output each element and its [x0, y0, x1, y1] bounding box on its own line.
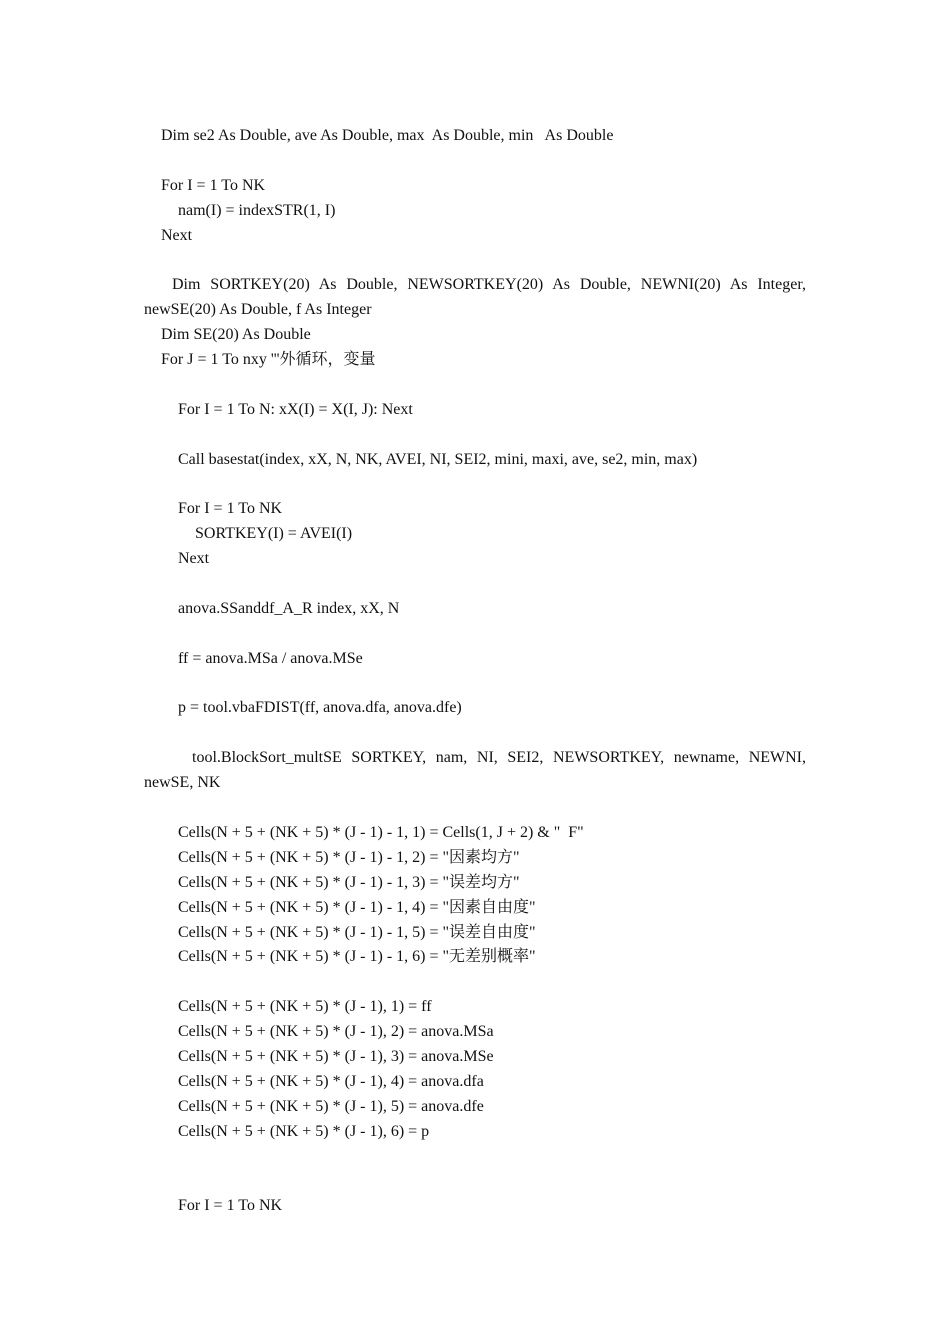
code-line: Dim SE(20) As Double [161, 326, 311, 344]
code-line: Cells(N + 5 + (NK + 5) * (J - 1), 6) = p [178, 1122, 430, 1140]
code-line: newSE, NK [144, 774, 221, 792]
code-line: Dim se2 As Double, ave As Double, max As Double, min As Double [161, 127, 614, 144]
blank-line [144, 373, 806, 398]
code-line: nam(I) = indexSTR(1, I) [178, 201, 336, 219]
code-line: Call basestat(index, xX, N, NK, AVEI, NI, SEI2, mini, maxi, ave, se2, min, max) [178, 450, 698, 468]
code-line: SORTKEY(I) = AVEI(I) [195, 525, 353, 543]
code-line: Cells(N + 5 + (NK + 5) * (J - 1) - 1, 4) = "因素自由度" [178, 898, 536, 916]
code-line: Cells(N + 5 + (NK + 5) * (J - 1) - 1, 2) = "因素均方" [178, 848, 520, 866]
code-line: For I = 1 To NK [161, 176, 266, 194]
code-line: tool.BlockSort_multSE SORTKEY, nam, NI, SEI2, NEWSORTKEY, newname, NEWNI, [192, 749, 806, 767]
code-line: Next [161, 226, 193, 244]
code-line: anova.SSanddf_A_R index, xX, N [178, 599, 400, 617]
code-line: Cells(N + 5 + (NK + 5) * (J - 1) - 1, 1) = Cells(1, J + 2) & " F" [178, 823, 584, 841]
code-line: Cells(N + 5 + (NK + 5) * (J - 1), 1) = ff [178, 998, 432, 1016]
code-line: p = tool.vbaFDIST(ff, anova.dfa, anova.dfe) [178, 699, 462, 717]
code-line: Cells(N + 5 + (NK + 5) * (J - 1), 3) = anova.MSe [178, 1047, 494, 1065]
blank-line [144, 970, 806, 995]
blank-line [144, 423, 806, 448]
code-line: Dim SORTKEY(20) As Double, NEWSORTKEY(20) As Double, NEWNI(20) As Integer, [172, 276, 806, 294]
blank-line [144, 572, 806, 597]
code-line: For J = 1 To nxy '''外循环，变量 [161, 351, 376, 369]
code-line: For I = 1 To NK [178, 1197, 283, 1215]
blank-line [144, 248, 806, 273]
blank-line [144, 622, 806, 647]
blank-line [144, 149, 806, 174]
blank-line [144, 721, 806, 746]
code-line: Cells(N + 5 + (NK + 5) * (J - 1) - 1, 5) = "误差自由度" [178, 923, 536, 941]
code-line: Cells(N + 5 + (NK + 5) * (J - 1), 2) = anova.MSa [178, 1023, 494, 1041]
blank-line [144, 672, 806, 697]
code-line: For I = 1 To NK [178, 500, 283, 518]
code-line: newSE(20) As Double, f As Integer [144, 301, 372, 319]
blank-line [144, 1169, 806, 1194]
code-listing [144, 124, 806, 1219]
code-line: ff = anova.MSa / anova.MSe [178, 649, 363, 667]
code-line: Cells(N + 5 + (NK + 5) * (J - 1) - 1, 6) = "无差别概率" [178, 948, 536, 966]
code-line: For I = 1 To N: xX(I) = X(I, J): Next [178, 400, 413, 418]
code-line: Next [178, 550, 210, 568]
code-line: Cells(N + 5 + (NK + 5) * (J - 1), 4) = anova.dfa [178, 1072, 484, 1090]
code-line: Cells(N + 5 + (NK + 5) * (J - 1), 5) = anova.dfe [178, 1097, 484, 1115]
code-line: Cells(N + 5 + (NK + 5) * (J - 1) - 1, 3) = "误差均方" [178, 873, 520, 891]
blank-line [144, 1145, 806, 1170]
blank-line [144, 796, 806, 821]
blank-line [144, 472, 806, 497]
